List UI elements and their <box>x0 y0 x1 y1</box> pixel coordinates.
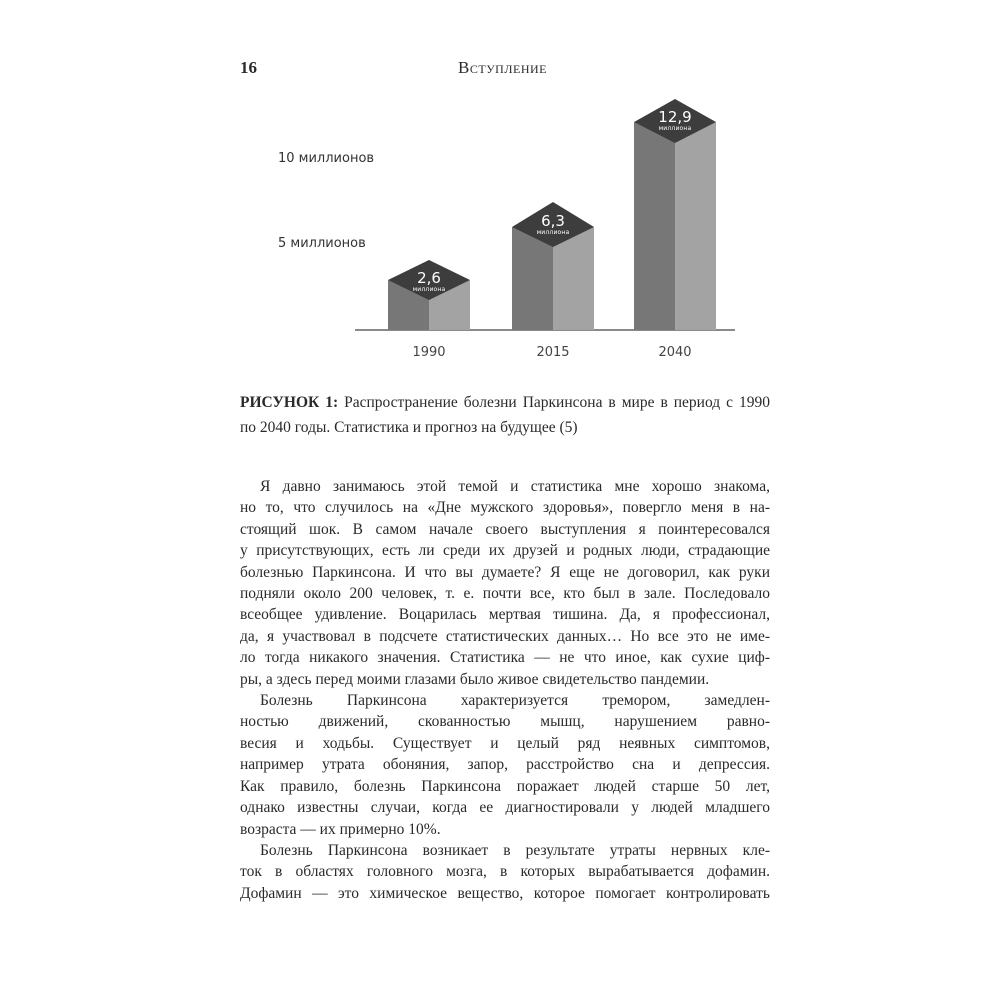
caption-label: РИСУНОК 1: <box>240 394 339 411</box>
caption-line-1: РИСУНОК 1: Распространение болезни Паркинсона в мире в период с 1990 <box>240 394 770 411</box>
y-tick-label-10m: 10 миллионов <box>278 151 375 166</box>
chart-graphics <box>270 95 740 370</box>
bar-chart <box>270 95 740 370</box>
caption-line-2: по 2040 годы. Статистика и прогноз на будущее (5) <box>240 419 578 436</box>
x-tick-label-2040: 2040 <box>658 345 692 360</box>
paragraph-2: Болезнь Паркинсона характеризуется тремором, замедлен- ностью движений, скованностью мышц, нарушением равно- весия и ходьбы. Существует и целый ряд неявных симптомов, например утрата обоняния, запор, расстройство сна и депрессия. Как правило, болезнь Паркинсона поражает людей старше 50 лет, однако известны случаи, когда ее диагностировали у людей младшего возраста — их примерно 10%. <box>240 692 770 838</box>
x-tick-label-2015: 2015 <box>536 345 570 360</box>
bar-value-2040: 12,9 миллиона <box>658 108 692 132</box>
paragraph-3: Болезнь Паркинсона возникает в результате утраты нервных кле- ток в областях головного мозга, в которых вырабатывается дофамин. Дофамин — это химическое вещество, которое помогает контролировать <box>240 841 770 902</box>
body-text <box>240 476 770 904</box>
bar-value-1990: 2,6 миллиона <box>412 269 446 293</box>
section-title: Вступление <box>458 58 547 77</box>
y-tick-label-5m: 5 миллионов <box>278 236 366 251</box>
page-number: 16 <box>240 58 257 77</box>
running-head <box>240 58 765 82</box>
x-tick-label-1990: 1990 <box>412 345 446 360</box>
figure-caption <box>240 390 770 440</box>
paragraph-1: Я давно занимаюсь этой темой и статистика мне хорошо знакома, но то, что случилось на «Дне мужского здоровья», повергло меня в на- стоящий шок. В самом начале своего выступления я поинтересовался у присутствующих, есть ли среди их друзей и родных люди, страдающие болезнью Паркинсона. И что вы думаете? Я еще не договорил, как руки подняли около 200 человек, т. е. почти все, кто был в зале. Последовало всеобщее удивление. Воцарилась мертвая тишина. Да, я профессионал, да, я участвовал в подсчете статистических данных… Но все это не име- ло тогда никакого значения. Статистика — не что иное, как сухие циф- ры, а здесь перед моими глазами было живое свидетельство пандемии. <box>240 478 770 688</box>
bar-2040 <box>634 99 716 330</box>
bar-value-2015: 6,3 миллиона <box>536 212 570 236</box>
